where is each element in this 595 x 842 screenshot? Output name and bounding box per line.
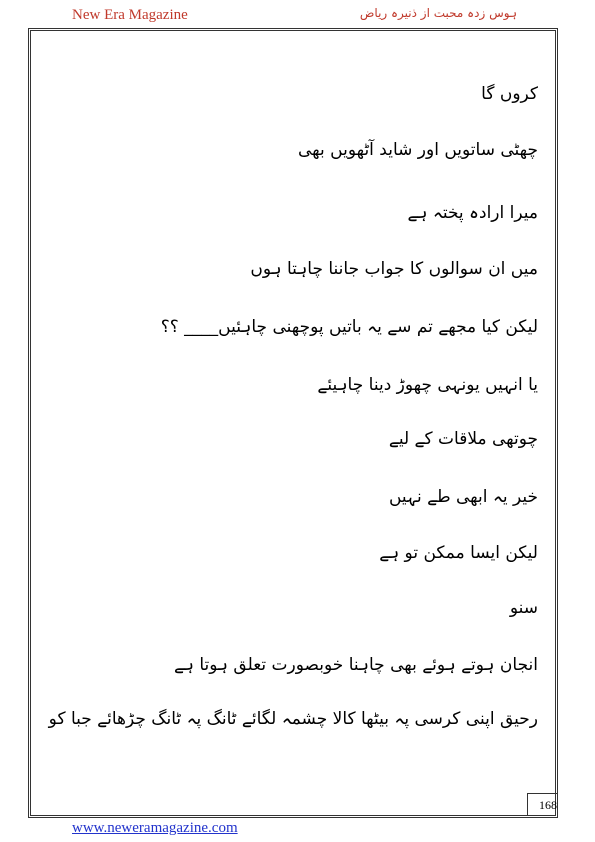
text-line: کروں گا — [481, 84, 538, 104]
magazine-name: New Era Magazine — [72, 7, 188, 23]
text-line: انجان ہوتے ہوئے بھی چاہنا خوبصورت تعلق ہوتا ہے — [174, 655, 538, 675]
website-link[interactable]: www.neweramagazine.com — [72, 820, 238, 836]
story-title: ہوس زدہ محبت از ذنیرہ ریاض — [359, 6, 517, 20]
text-line: رحیق اپنی کرسی پہ بیٹھا کالا چشمہ لگائے ٹانگ پہ ٹانگ چڑھائے جبا کو — [48, 709, 538, 729]
text-line: سنو — [509, 598, 538, 618]
page-number: 168 — [539, 798, 557, 812]
text-line: لیکن ایسا ممکن تو ہے — [379, 543, 538, 563]
text-line: چوتھی ملاقات کے لیے — [388, 429, 538, 449]
text-line: میرا ارادہ پختہ ہے — [407, 203, 538, 223]
text-line: لیکن کیا مجھے تم سے یہ باتیں پوچھنی چاہئیں____ ؟؟ — [160, 317, 538, 337]
text-line: یا انہیں یونہی چھوڑ دینا چاہیئے — [317, 375, 538, 395]
text-line: میں ان سوالوں کا جواب جاننا چاہتا ہوں — [250, 259, 538, 279]
text-line: خیر یہ ابھی طے نہیں — [388, 487, 538, 507]
text-line: چھٹی ساتویں اور شاید آٹھویں بھی — [298, 140, 538, 160]
